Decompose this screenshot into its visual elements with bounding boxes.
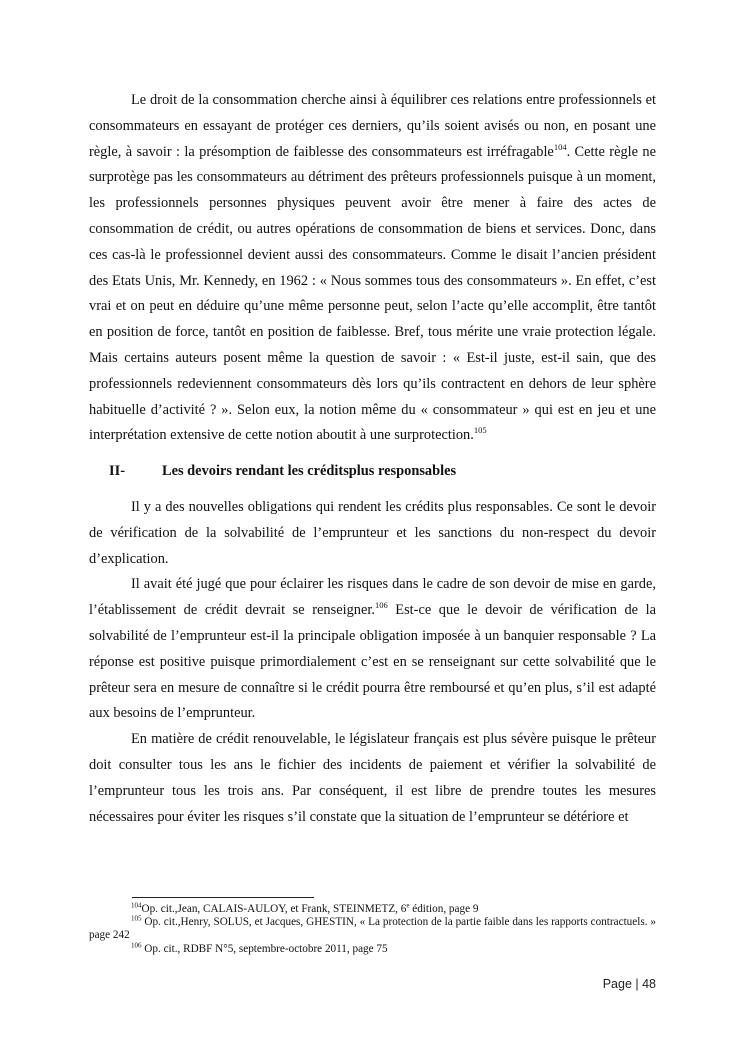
footnote-ref-106: 106 [374,600,388,611]
section-heading [89,459,656,485]
footnote-superscript: e [406,901,410,910]
section-title: Les devoirs rendant les créditsplus responsables [162,463,457,480]
paragraph-text: Il avait été jugé que pour éclairer les risques dans le cadre de son devoir de mise en garde, l’établissement de crédit devrait se renseigner. [89,576,656,619]
footnote-number: 105 [131,914,142,923]
footnote-105 [89,916,656,942]
footnotes [89,903,656,956]
footnote-text: Op. cit., RDBF N°5, septembre-octobre 2011, page 75 [141,942,388,955]
paragraph-obligations: Il y a des nouvelles obligations qui rendent les crédits plus responsables. Ce sont le devoir de vérification de la solvabilité de l’emprunteur et les sanctions du non-respect du devoir d’explication. [89,498,656,567]
footnote-text: édition, page 9 [409,903,479,915]
paragraph-revolving-credit: En matière de crédit renouvelable, le législateur français est plus sévère puisque le prêteur doit consulter tous les ans le fichier des incidents de paiement et vérifier la solvabilité de l’emprunteur tous les trois ans. Par conséquent, il est libre de prendre toutes les mesures nécessaires pour éviter les risques s’il constate que la situation de l’emprunteur se détériore et [89,731,656,825]
section-number: II- [109,463,125,480]
footnote-text: Op. cit.,Jean, CALAIS-AULOY, et Frank, STEINMETZ, 6 [141,903,407,915]
footnote-ref-105: 105 [473,425,487,436]
page-number: Page | 48 [602,977,656,991]
paragraph-solvency [89,572,656,727]
paragraph-text: Le droit de la consommation cherche ainsi à équilibrer ces relations entre professionnels et consommateurs en essayant de protéger ces derniers, qu’ils soient avisés ou non, en posant une règle, à savoir : la présomption de faiblesse des consommateurs est irréfragable [89,92,656,160]
footnote-number: 104 [131,901,142,910]
footnote-number: 106 [131,940,142,949]
footnote-text: Op. cit.,Henry, SOLUS, et Jacques, GHESTIN, « La protection de la partie faible dans les rapports contractuels. » page 242 [89,916,656,942]
paragraph-consumer-law [89,88,656,449]
paragraph-text: Est-ce que le devoir de vérification de la solvabilité de l’emprunteur est-il la principale obligation imposée à un banquier responsable ? La réponse est positive puisque primordialement c’est en se renseignant sur cette solvabilité que le prêteur sera en mesure de connaître si le crédit pourra être remboursé et qu’en plus, s’il est adapté aux besoins de l’emprunteur. [89,602,656,722]
footnote-106 [89,940,656,956]
body-text [89,88,656,830]
footnote-separator [132,897,314,898]
footnote-104 [89,903,656,916]
paragraph-text: . Cette règle ne surprotège pas les consommateurs au détriment des prêteurs professionnels puisque à un moment, les professionnels personnes physiques peuvent avoir être mener à faire des actes de consommation de crédit, ou autres opérations de consommation de biens et services. Donc, dans ces cas-là le professionnel devient aussi des consommateurs. Comme le disait l’ancien président des Etats Unis, Mr. Kennedy, en 1962 : « Nous sommes tous des consommateurs ». En effet, c’est vrai et on peut en déduire qu’une même personne peut, selon l’acte qu’elle accomplit, être tantôt en position de force, tantôt en position de faiblesse. Bref, tous mérite une vraie protection légale. Mais certains auteurs posent même la question de savoir : « Est-il juste, est-il sain, que des professionnels redeviennent consommateurs dès lors qu’ils contractent en dehors de leur sphère habituelle d’activité ? ». Selon eux, la notion même du « consommateur » qui est en jeu et une interprétation extensive de cette notion aboutit à une surprotection. [89,143,656,444]
footnote-ref-104: 104 [553,141,567,152]
